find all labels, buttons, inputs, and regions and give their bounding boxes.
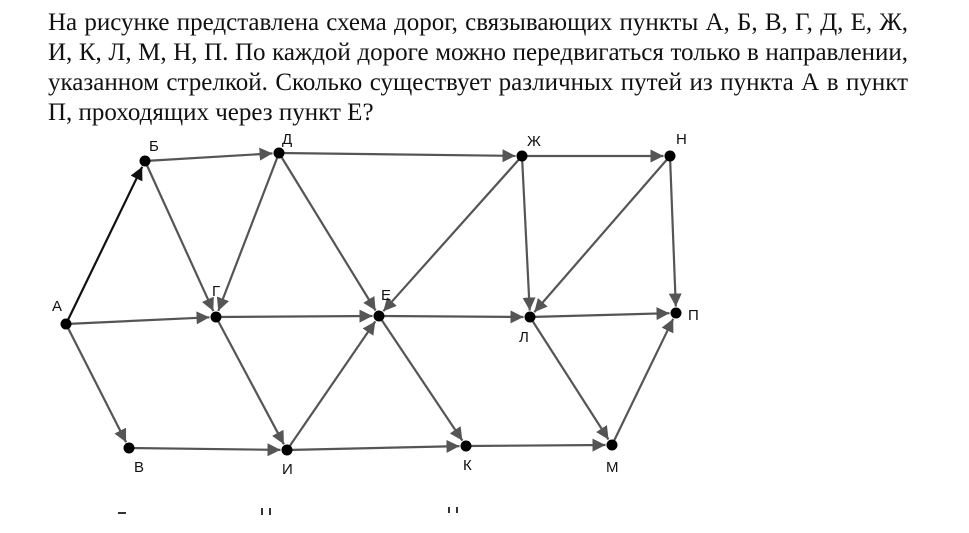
node-label-m: М — [606, 459, 619, 476]
edge-b-d — [145, 153, 273, 161]
node-label-d: Д — [282, 131, 293, 148]
node-label-zh: Ж — [527, 133, 541, 150]
edge-n-l — [534, 156, 670, 312]
node-label-b: Б — [149, 138, 159, 155]
edge-i-k — [287, 446, 460, 450]
edge-zh-e — [383, 156, 522, 311]
node-g — [211, 312, 222, 323]
node-label-e: Е — [381, 287, 392, 304]
edge-a-v — [66, 324, 126, 442]
node-label-k: К — [463, 457, 472, 474]
edge-g-e — [216, 316, 373, 317]
edge-i-e — [287, 321, 375, 450]
edge-d-e — [279, 153, 376, 311]
edge-e-k — [379, 316, 462, 441]
edge-a-b — [66, 167, 142, 324]
edge-g-i — [216, 317, 284, 444]
edge-a-g — [66, 317, 210, 324]
node-d — [274, 148, 285, 159]
node-b — [140, 156, 151, 167]
edge-b-g — [145, 161, 213, 311]
edge-d-g — [218, 153, 279, 311]
node-label-p: П — [688, 307, 699, 324]
node-e — [374, 311, 385, 322]
edge-l-m — [530, 317, 609, 440]
edge-n-p — [670, 156, 676, 307]
node-label-i: И — [282, 461, 293, 478]
cropped-text-fragment — [118, 507, 478, 515]
edges-layer — [66, 153, 676, 450]
edge-d-zh — [279, 153, 516, 156]
node-a — [61, 319, 72, 330]
problem-text: На рисунке представлена схема дорог, связывающих пункты А, Б, В, Г, Д, Е, Ж, И, К, Л, М, Н, П. По каждой дороге можно передвигаться только в направлении, указанном стрелкой. Сколько существует различных путей из пункта А в пункт П, проходящих через пункт Е? — [48, 9, 908, 126]
node-label-g: Г — [212, 283, 221, 300]
edge-e-l — [379, 316, 524, 317]
node-label-l: Л — [519, 329, 529, 346]
edge-l-p — [530, 313, 670, 317]
node-n — [665, 151, 676, 162]
node-p — [671, 308, 682, 319]
node-m — [607, 440, 618, 451]
node-k — [461, 441, 472, 452]
node-label-n: Н — [676, 131, 687, 148]
edge-zh-l — [522, 156, 530, 311]
edge-k-m — [466, 445, 606, 446]
nodes-layer — [52, 131, 699, 478]
node-v — [124, 443, 135, 454]
node-l — [525, 312, 536, 323]
node-label-v: В — [134, 459, 145, 476]
node-i — [282, 445, 293, 456]
node-zh — [517, 151, 528, 162]
edge-v-i — [129, 448, 281, 450]
edge-m-p — [612, 319, 673, 445]
node-label-a: А — [52, 298, 63, 315]
